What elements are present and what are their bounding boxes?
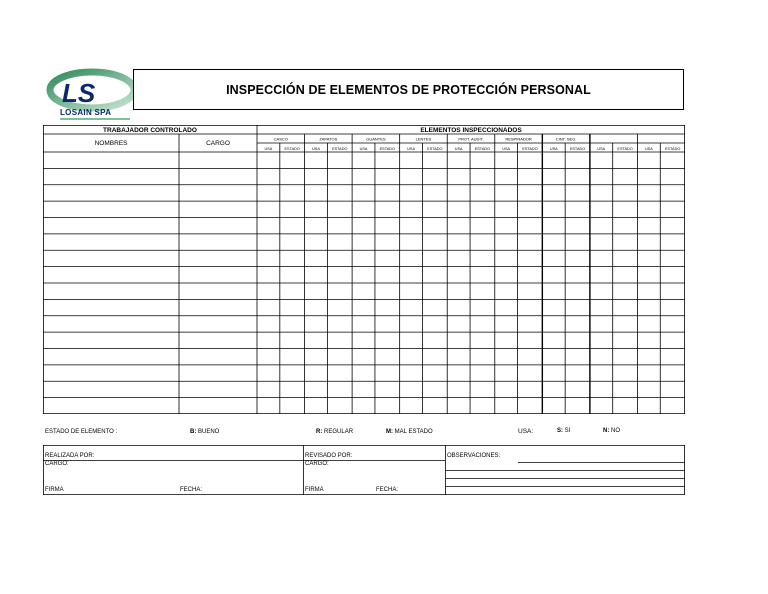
legend-mal-key: M: (386, 429, 393, 435)
estado-subheader: ESTADO (284, 147, 300, 151)
firma-label-2: FIRMA (305, 487, 324, 493)
estado-subheader: ESTADO (664, 147, 681, 151)
estado-subheader: ESTADO (332, 147, 348, 151)
legend-bueno-key: B: (190, 429, 197, 435)
element-header-3: GUANTES (366, 136, 386, 142)
svg-text:LS: LS (62, 78, 96, 108)
element-header-1: CASCO (273, 136, 288, 142)
estado-subheader: ESTADO (569, 147, 586, 151)
legend-regular-text: REGULAR (324, 429, 354, 435)
usa-subheader: USA (454, 147, 463, 151)
realizada-por-label: REALIZADA POR: (45, 453, 95, 459)
usa-subheader: USA (549, 147, 558, 151)
legend-bueno-text: BUENO (198, 429, 220, 435)
legend-mal-text: MAL ESTADO (394, 429, 433, 435)
usa-subheader: USA (359, 147, 368, 151)
usa-label: USA: (518, 428, 534, 435)
title-box (133, 69, 684, 110)
estado-label: ESTADO DE ELEMENTO : (45, 429, 118, 435)
element-header-6: RESPIRADOR (505, 136, 532, 142)
legend-no-key: N: (603, 428, 610, 434)
nombres-header: NOMBRES (94, 140, 128, 147)
legend-regular-key: R: (316, 429, 323, 435)
legend-no (603, 428, 620, 434)
cargo-header: CARGO (206, 140, 230, 147)
usa-subheader: USA (502, 147, 511, 151)
element-header-4: LENTES (415, 136, 432, 142)
legend-si-text: SI (564, 428, 571, 434)
worker-group-header: TRABAJADOR CONTROLADO (103, 127, 197, 134)
signature-block (43, 445, 685, 495)
elements-group-header: ELEMENTOS INSPECCIONADOS (420, 127, 522, 134)
inspection-table (43, 125, 685, 414)
fecha-label-2: FECHA: (376, 487, 399, 493)
element-header-2: ZAPATOS (319, 136, 338, 142)
legend-si (557, 428, 570, 434)
firma-label-1: FIRMA (45, 487, 64, 493)
fecha-label-1: FECHA: (180, 487, 203, 493)
legend-regular (316, 429, 353, 435)
logo-brand-text: LOSAIN SPA (60, 108, 112, 117)
revisado-por-label: REVISADO POR: (305, 453, 353, 459)
element-header-7: CINT. SEG. (555, 136, 577, 142)
legend-bueno (190, 429, 219, 435)
usa-subheader: USA (644, 147, 653, 151)
legend-no-text: NO (611, 428, 621, 434)
observaciones-label: OBSERVACIONES: (447, 453, 501, 459)
cargo-label-1: CARGO: (45, 461, 69, 467)
legend-si-key: S: (557, 428, 563, 434)
usa-subheader: USA (312, 147, 320, 151)
estado-subheader: ESTADO (379, 147, 395, 151)
cargo-label-2: CARGO: (305, 461, 329, 467)
usa-subheader: USA (264, 147, 273, 151)
estado-subheader: ESTADO (427, 147, 443, 151)
document-title: INSPECCIÓN DE ELEMENTOS DE PROTECCIÓN PERSONAL (226, 82, 591, 97)
usa-subheader: USA (407, 147, 415, 151)
estado-subheader: ESTADO (617, 147, 633, 151)
estado-subheader: ESTADO (474, 147, 491, 151)
estado-subheader: ESTADO (522, 147, 538, 151)
element-header-5: PROT. AUDIT. (458, 136, 484, 142)
usa-subheader: USA (597, 147, 606, 151)
legend-mal-estado (386, 429, 433, 435)
